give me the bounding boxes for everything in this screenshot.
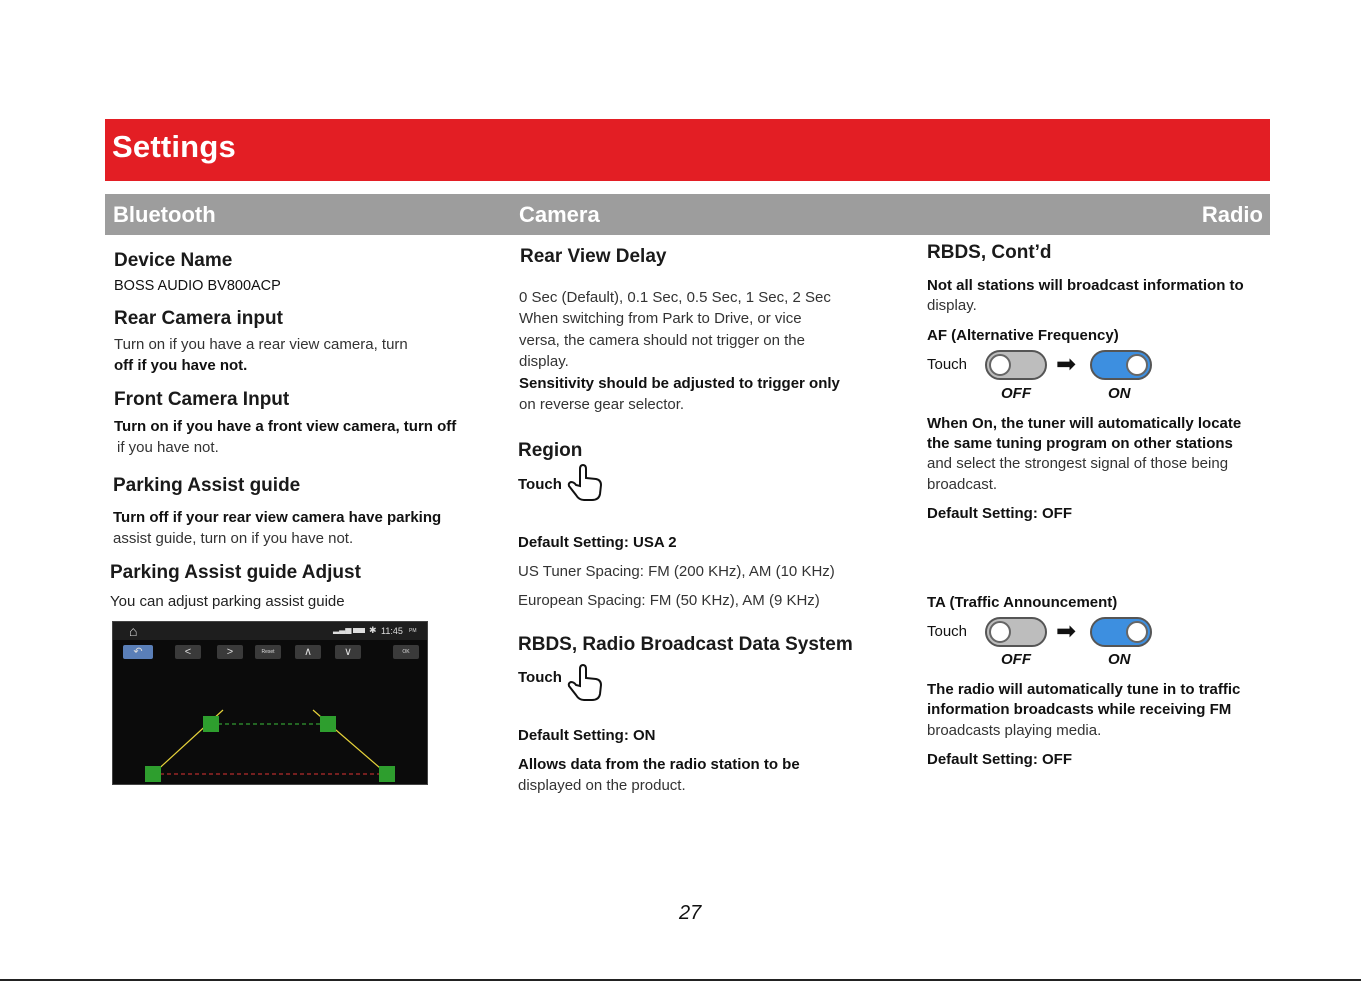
parking-adjust-heading: Parking Assist guide Adjust	[110, 562, 361, 583]
guide-handle[interactable]	[203, 716, 219, 732]
af-line4: broadcast.	[927, 476, 998, 493]
right-arrow-icon: ➡	[1056, 618, 1077, 645]
af-toggle-on[interactable]	[1090, 350, 1152, 380]
region-default: Default Setting: USA 2	[518, 534, 677, 551]
bluetooth-icon: ✱	[369, 625, 377, 635]
page-bottom-rule	[0, 979, 1361, 981]
rbds-heading: RBDS, Radio Broadcast Data System	[518, 634, 853, 655]
ta-touch-label: Touch	[927, 623, 968, 640]
section-bar	[105, 194, 1270, 235]
rbds-cont-line2: display.	[927, 297, 977, 314]
ta-line3: broadcasts playing media.	[927, 722, 1102, 739]
ta-toggle-off[interactable]	[985, 617, 1047, 647]
parking-guide-screen	[112, 621, 428, 785]
ok-button[interactable]: OK	[393, 645, 419, 659]
rbds-default: Default Setting: ON	[518, 727, 656, 744]
signal-icon: ▂▃▅	[333, 625, 352, 634]
af-off-label: OFF	[1001, 385, 1031, 402]
region-us-spacing: US Tuner Spacing: FM (200 KHz), AM (10 KHz)	[518, 563, 835, 580]
reset-button[interactable]: Reset	[255, 645, 281, 659]
rear-delay-line4: display.	[519, 353, 569, 370]
back-icon: ↶	[133, 646, 143, 658]
af-default: Default Setting: OFF	[927, 505, 1072, 522]
guide-handle[interactable]	[145, 766, 161, 782]
ta-heading: TA (Traffic Announcement)	[927, 594, 1118, 611]
rbds-line1: Allows data from the radio station to be	[518, 756, 800, 773]
title-bar	[105, 119, 1270, 181]
rbds-touch-label: Touch	[518, 669, 562, 686]
ta-on-label: ON	[1108, 651, 1131, 668]
ta-line1: The radio will automatically tune in to traffic	[927, 681, 1241, 698]
device-name-heading: Device Name	[114, 250, 233, 271]
parking-assist-line1: Turn off if your rear view camera have parking	[113, 509, 442, 526]
rbds-cont-line1: Not all stations will broadcast information to	[927, 277, 1244, 294]
rear-camera-line2: off if you have not.	[114, 357, 248, 374]
screen-time: 11:45	[381, 626, 403, 636]
hand-pointer-icon[interactable]	[566, 464, 606, 502]
guide-handle[interactable]	[379, 766, 395, 782]
parking-adjust-line1: You can adjust parking assist guide	[110, 593, 345, 610]
rear-delay-line6: on reverse gear selector.	[519, 396, 685, 413]
ta-toggle-on[interactable]	[1090, 617, 1152, 647]
guide-handle[interactable]	[320, 716, 336, 732]
region-eu-spacing: European Spacing: FM (50 KHz), AM (9 KHz)	[518, 592, 820, 609]
chevron-right-icon: >	[226, 646, 234, 658]
af-toggle-off[interactable]	[985, 350, 1047, 380]
section-radio: Radio	[1201, 202, 1263, 227]
page-number: 27	[679, 902, 702, 924]
front-camera-line1: Turn on if you have a front view camera, turn off	[114, 418, 457, 435]
section-camera: Camera	[519, 202, 600, 227]
right-arrow-icon: ➡	[1056, 351, 1077, 378]
region-touch-label: Touch	[518, 476, 562, 493]
page-title: Settings	[112, 129, 236, 164]
ta-default: Default Setting: OFF	[927, 751, 1072, 768]
af-touch-label: Touch	[927, 356, 968, 373]
chevron-down-icon: ∨	[343, 646, 353, 658]
rear-camera-line1: Turn on if you have a rear view camera, turn	[114, 336, 408, 353]
af-line1: When On, the tuner will automatically locate	[927, 415, 1242, 432]
region-heading: Region	[518, 440, 583, 461]
rear-delay-line3: versa, the camera should not trigger on the	[519, 332, 805, 349]
chevron-left-icon: <	[184, 646, 192, 658]
hand-pointer-icon[interactable]	[566, 664, 606, 702]
af-line3: and select the strongest signal of those being	[927, 455, 1229, 472]
rear-delay-line5: Sensitivity should be adjusted to trigger only	[519, 375, 840, 392]
rear-view-delay-heading: Rear View Delay	[520, 246, 667, 267]
parking-guide-lines	[113, 622, 427, 784]
ta-off-label: OFF	[1001, 651, 1031, 668]
parking-assist-line2: assist guide, turn on if you have not.	[113, 530, 354, 547]
section-bluetooth: Bluetooth	[113, 202, 216, 227]
rear-camera-heading: Rear Camera input	[114, 308, 283, 329]
rear-delay-line2: When switching from Park to Drive, or vice	[519, 310, 802, 327]
rear-delay-options: 0 Sec (Default), 0.1 Sec, 0.5 Sec, 1 Sec, 2 Sec	[519, 289, 831, 306]
device-name-value: BOSS AUDIO BV800ACP	[114, 278, 281, 294]
af-heading: AF (Alternative Frequency)	[927, 327, 1119, 344]
front-camera-heading: Front Camera Input	[114, 389, 290, 410]
parking-assist-heading: Parking Assist guide	[113, 475, 301, 496]
af-line2: the same tuning program on other stations	[927, 435, 1233, 452]
home-icon[interactable]: ⌂	[129, 623, 138, 639]
rbds-cont-heading: RBDS, Cont’d	[927, 242, 1052, 263]
screen-time-suffix: PM	[409, 628, 417, 634]
ta-line2: information broadcasts while receiving FM	[927, 701, 1232, 718]
af-on-label: ON	[1108, 385, 1131, 402]
rbds-line2: displayed on the product.	[518, 777, 686, 794]
chevron-up-icon: ∧	[303, 646, 313, 658]
front-camera-line2: if you have not.	[117, 439, 219, 456]
